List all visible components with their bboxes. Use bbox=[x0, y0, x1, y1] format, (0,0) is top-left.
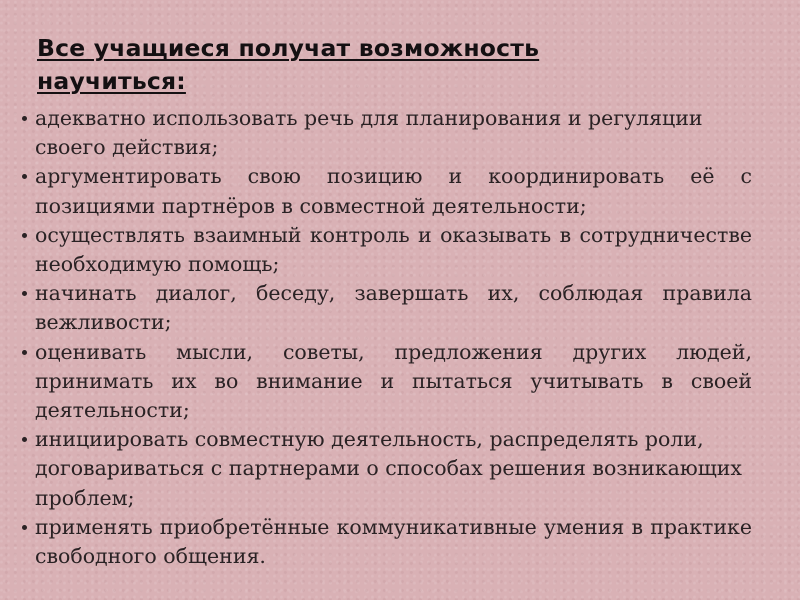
bullet-icon bbox=[22, 437, 27, 442]
list-item bbox=[0, 513, 800, 571]
list-item bbox=[0, 104, 800, 162]
bullet-icon bbox=[22, 116, 27, 121]
list-item-text: адекватно использовать речь для планирования и регуляции своего действия; bbox=[35, 106, 703, 160]
list-item-text: инициировать совместную деятельность, распределять роли, договариваться с партнерами о способах решения возникающих проблем; bbox=[35, 427, 742, 510]
list-item bbox=[0, 338, 800, 426]
list-item-text: начинать диалог, беседу, завершать их, соблюдая правила вежливости; bbox=[35, 281, 752, 335]
list-item bbox=[0, 162, 800, 220]
heading-line-2: научиться: bbox=[37, 67, 186, 95]
list-item-text: осуществлять взаимный контроль и оказывать в сотрудничестве необходимую помощь; bbox=[35, 222, 752, 277]
bullet-icon bbox=[22, 233, 27, 238]
bullet-icon bbox=[22, 525, 27, 530]
list-item bbox=[0, 279, 800, 337]
bullet-icon bbox=[22, 291, 27, 296]
list-item bbox=[0, 221, 800, 279]
heading-line-1: Все учащиеся получат возможность bbox=[37, 34, 540, 62]
slide-heading bbox=[37, 32, 757, 98]
list-item bbox=[0, 425, 800, 513]
list-item-text: применять приобретённые коммуникативные умения в практике свободного общения. bbox=[35, 514, 752, 569]
bullet-icon bbox=[22, 174, 27, 179]
list-item-text: аргументировать свою позицию и координировать её с позициями партнёров в совместной деятельности; bbox=[35, 164, 752, 218]
list-item-text: оценивать мысли, советы, предложения других людей, принимать их во внимание и пытаться учитывать в своей деятельности; bbox=[35, 339, 752, 423]
bullet-icon bbox=[22, 350, 27, 355]
skills-list bbox=[0, 104, 800, 571]
